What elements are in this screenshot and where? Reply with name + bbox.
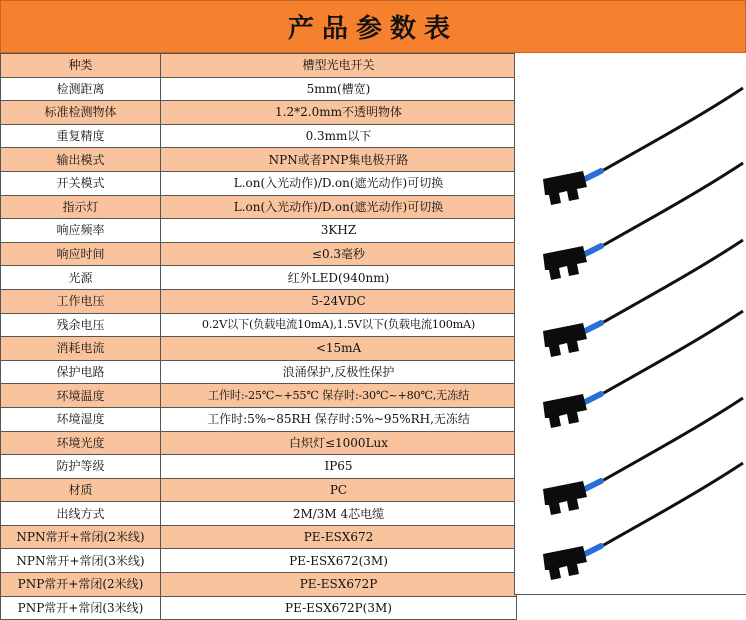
spec-value: 工作时:5%~85RH 保存时:5%~95%RH,无冻结 (161, 407, 517, 431)
spec-value: 红外LED(940nm) (161, 266, 517, 290)
spec-label: PNP常开+常闭(3米线) (1, 596, 161, 620)
spec-value: PE-ESX672P (161, 573, 517, 597)
table-row (1, 77, 517, 101)
spec-label: 指示灯 (1, 195, 161, 219)
table-row (1, 431, 517, 455)
spec-label: 响应频率 (1, 219, 161, 243)
spec-value: 2M/3M 4芯电缆 (161, 502, 517, 526)
spec-value: PE-ESX672(3M) (161, 549, 517, 573)
spec-label: 标准检测物体 (1, 101, 161, 125)
spec-value: IP65 (161, 455, 517, 479)
spec-label: 光源 (1, 266, 161, 290)
spec-label: 工作电压 (1, 289, 161, 313)
table-row (1, 242, 517, 266)
spec-value: 5mm(槽宽) (161, 77, 517, 101)
table-row (1, 313, 517, 337)
table-row (1, 219, 517, 243)
spec-value: <15mA (161, 337, 517, 361)
table-row (1, 596, 517, 620)
spec-label: 响应时间 (1, 242, 161, 266)
slot-sensor-icon (543, 88, 743, 205)
spec-value: 1.2*2.0mm不透明物体 (161, 101, 517, 125)
spec-label: 输出模式 (1, 148, 161, 172)
spec-value: 浪涌保护,反极性保护 (161, 360, 517, 384)
spec-label: 环境温度 (1, 384, 161, 408)
spec-value: 工作时:-25℃~+55℃ 保存时:-30℃~+80℃,无冻结 (161, 384, 517, 408)
spec-label: 种类 (1, 54, 161, 78)
spec-label: 残余电压 (1, 313, 161, 337)
spec-value: 白炽灯≤1000Lux (161, 431, 517, 455)
table-row (1, 337, 517, 361)
spec-label: 防护等级 (1, 455, 161, 479)
table-row (1, 525, 517, 549)
table-row (1, 360, 517, 384)
spec-value: NPN或者PNP集电极开路 (161, 148, 517, 172)
spec-label: 消耗电流 (1, 337, 161, 361)
table-row (1, 101, 517, 125)
spec-value: PC (161, 478, 517, 502)
spec-label: 出线方式 (1, 502, 161, 526)
product-image-panel (514, 53, 746, 595)
table-row (1, 573, 517, 597)
spec-label: 重复精度 (1, 124, 161, 148)
spec-label: NPN常开+常闭(2米线) (1, 525, 161, 549)
spec-label: 环境光度 (1, 431, 161, 455)
spec-value: 0.3mm以下 (161, 124, 517, 148)
table-row (1, 384, 517, 408)
spec-value: 0.2V以下(负载电流10mA),1.5V以下(负载电流100mA) (161, 313, 517, 337)
slot-sensor-icon-group (515, 53, 746, 594)
table-row (1, 289, 517, 313)
spec-label: 检测距离 (1, 77, 161, 101)
spec-value: 3KHZ (161, 219, 517, 243)
slot-sensor-icon (543, 463, 743, 580)
spec-label: 开关模式 (1, 171, 161, 195)
table-row (1, 407, 517, 431)
table-row (1, 124, 517, 148)
spec-label: 环境湿度 (1, 407, 161, 431)
table-row (1, 148, 517, 172)
page-title: 产品参数表 (287, 14, 458, 44)
spec-label: 保护电路 (1, 360, 161, 384)
table-row (1, 478, 517, 502)
spec-value: ≤0.3毫秒 (161, 242, 517, 266)
spec-value: L.on(入光动作)/D.on(遮光动作)可切换 (161, 171, 517, 195)
title-banner (0, 0, 746, 53)
table-row (1, 549, 517, 573)
spec-value: 槽型光电开关 (161, 54, 517, 78)
table-row (1, 266, 517, 290)
spec-label: NPN常开+常闭(3米线) (1, 549, 161, 573)
spec-label: PNP常开+常闭(2米线) (1, 573, 161, 597)
spec-value: PE-ESX672 (161, 525, 517, 549)
table-row (1, 455, 517, 479)
table-row (1, 171, 517, 195)
spec-label: 材质 (1, 478, 161, 502)
spec-value: 5-24VDC (161, 289, 517, 313)
table-row (1, 502, 517, 526)
table-row (1, 54, 517, 78)
spec-value: L.on(入光动作)/D.on(遮光动作)可切换 (161, 195, 517, 219)
spec-value: PE-ESX672P(3M) (161, 596, 517, 620)
spec-table (0, 53, 517, 620)
table-row (1, 195, 517, 219)
